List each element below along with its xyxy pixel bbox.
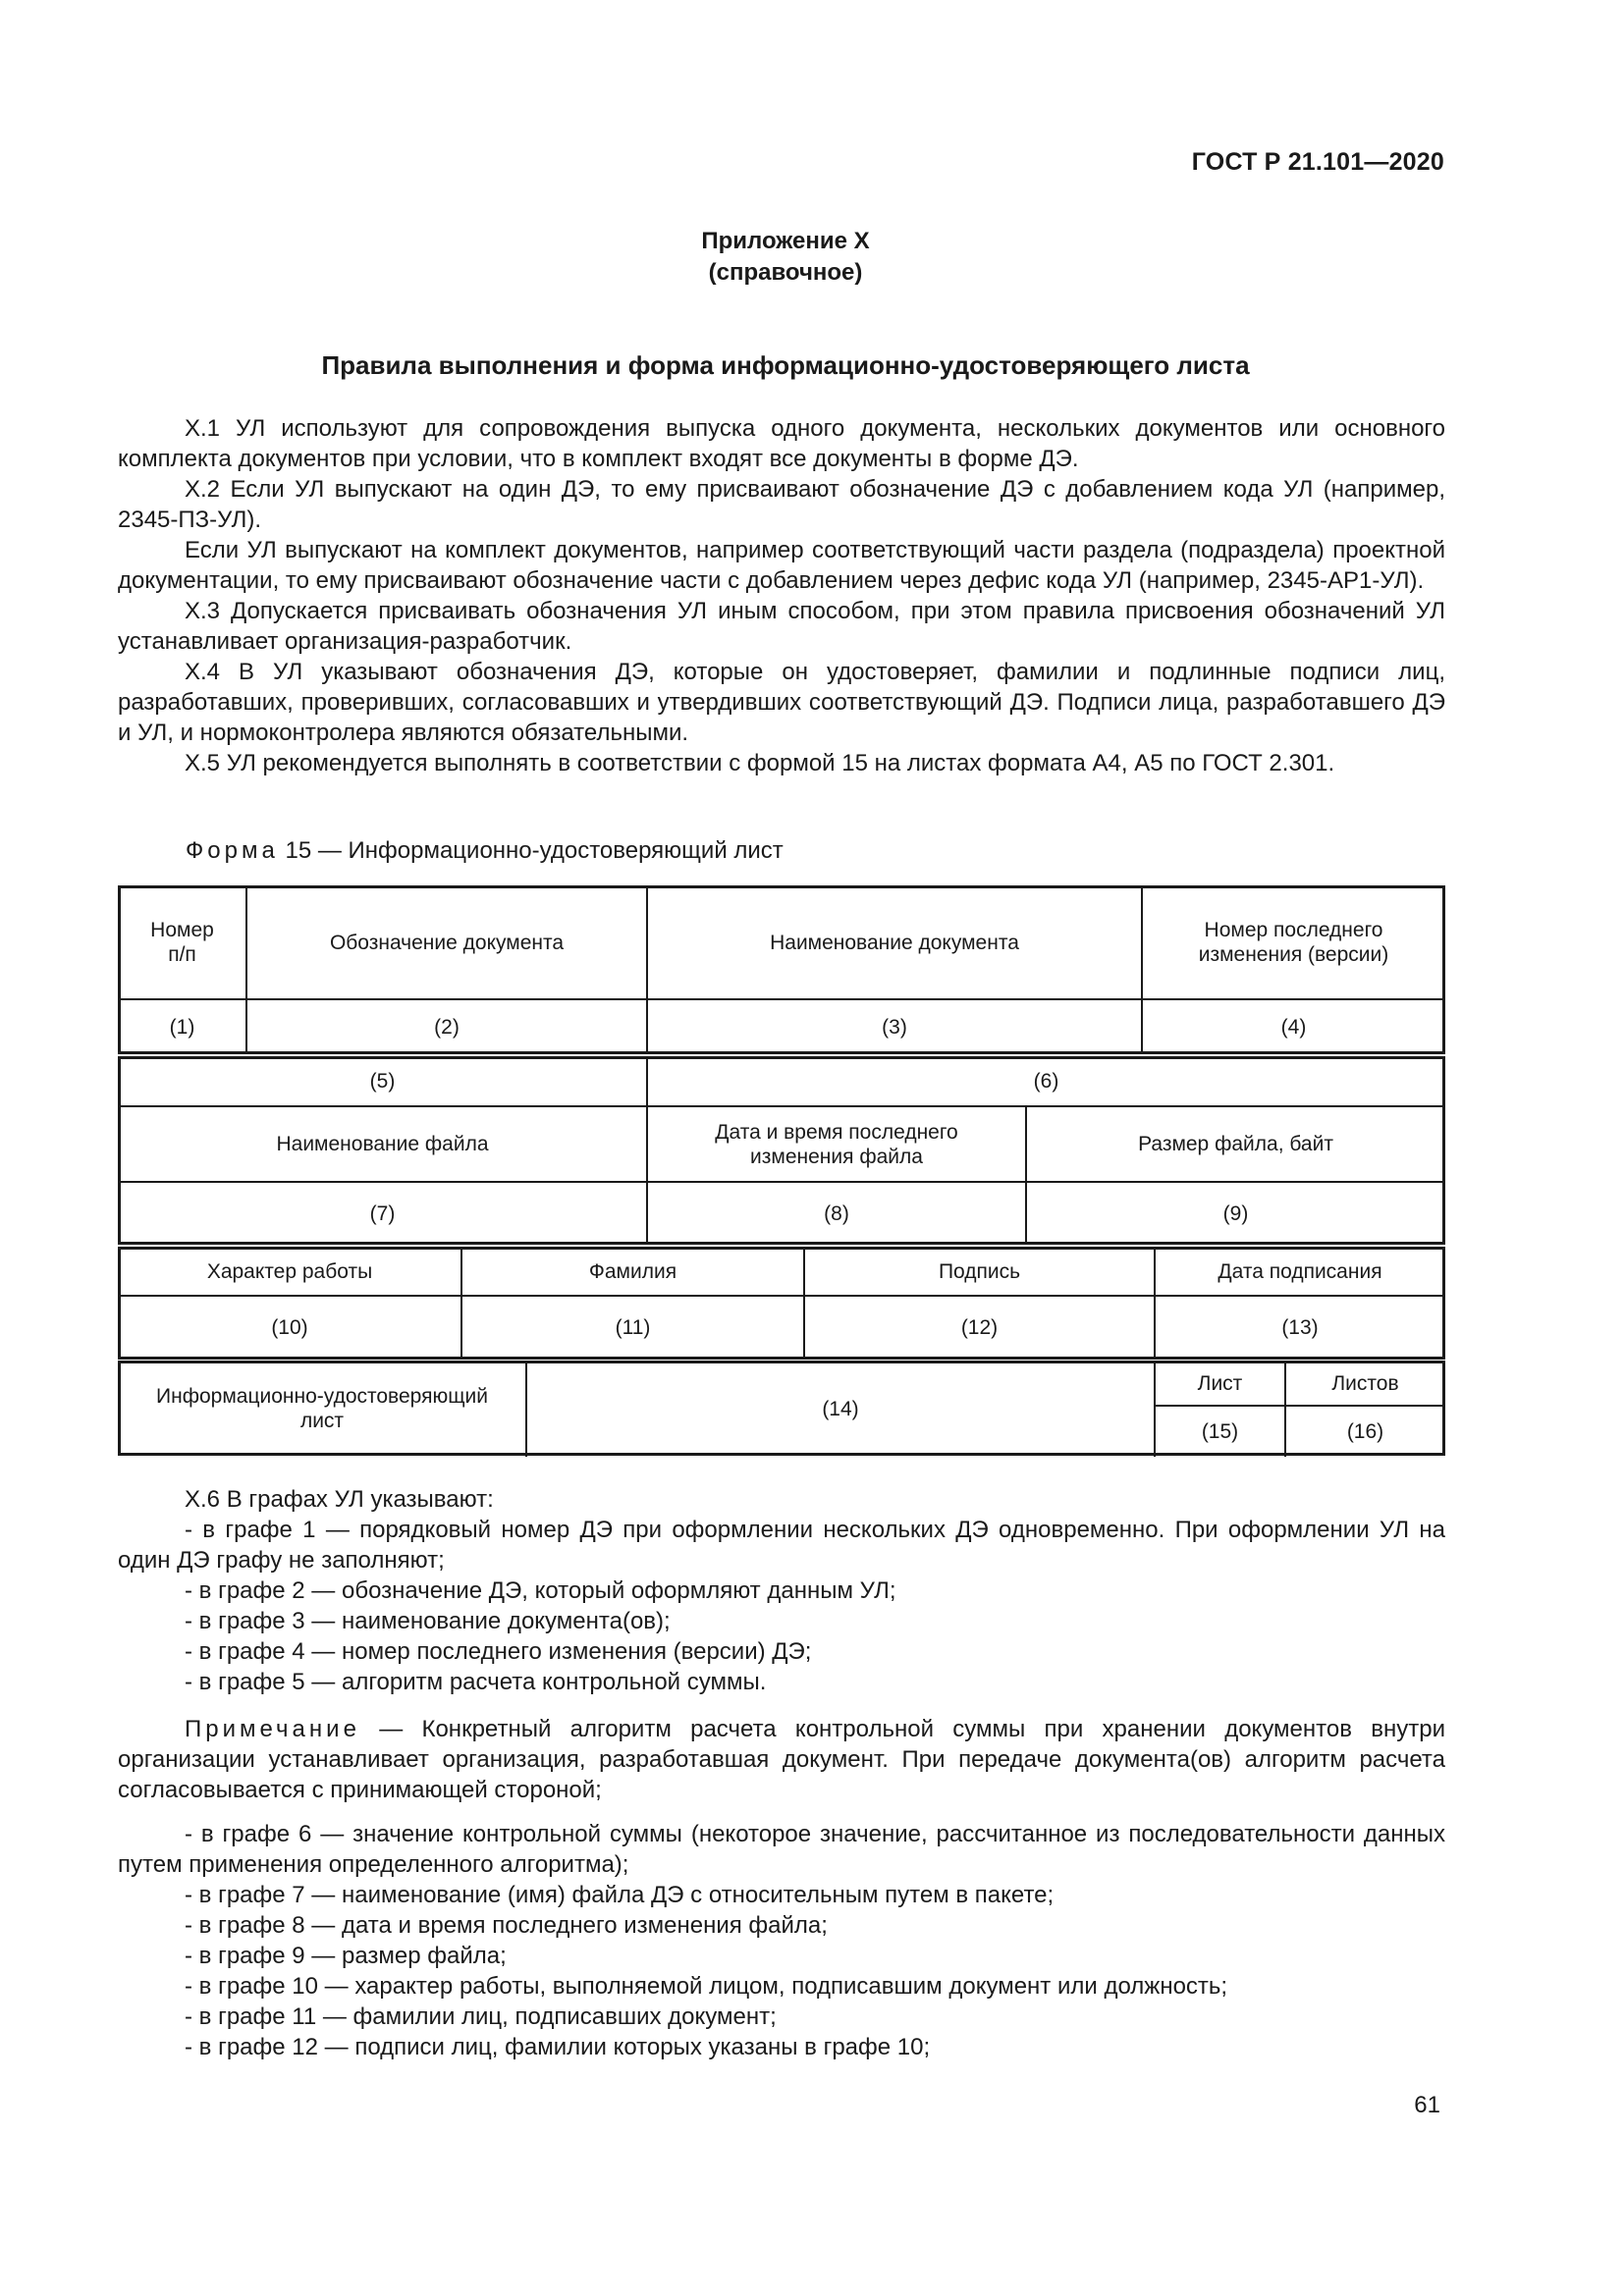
graph-item-9: - в графе 9 — размер файла; <box>185 1943 507 1969</box>
paragraph-x1: Х.1 УЛ используют для сопровождения выпуска одного документа, нескольких документов или основного комплекта документов при условии, что в комплект входят все документы в форме ДЭ. <box>118 415 1445 472</box>
cell-11: (11) <box>615 1316 651 1339</box>
graph-item-1: - в графе 1 — порядковый номер ДЭ при оформлении нескольких ДЭ одновременно. При оформлении УЛ на один ДЭ графу не заполняют; <box>118 1517 1445 1574</box>
header-sign-date: Дата подписания <box>1218 1259 1382 1283</box>
body-text-top <box>118 413 1445 778</box>
cell-8: (8) <box>824 1201 849 1225</box>
paragraph-x2: Х.2 Если УЛ выпускают на один ДЭ, то ему присваивают обозначение ДЭ с добавлением кода УЛ (например, 2345-ПЗ-УЛ). <box>118 476 1445 533</box>
header-info-sheet: Информационно-удостоверяющий лист <box>156 1385 488 1432</box>
header-surname: Фамилия <box>588 1259 677 1283</box>
note-block <box>118 1714 1445 1805</box>
annex-title: Приложение Х <box>701 228 870 254</box>
header-signature: Подпись <box>938 1259 1021 1283</box>
cell-5: (5) <box>369 1070 396 1093</box>
cell-10: (10) <box>271 1316 308 1339</box>
note-paragraph <box>118 1714 1445 1805</box>
graph-item-10: - в графе 10 — характер работы, выполняемой лицом, подписавшим документ или должность; <box>185 1973 1228 2000</box>
form-caption-word: Форма <box>186 837 279 864</box>
graph-item-5: - в графе 5 — алгоритм расчета контрольной суммы. <box>185 1669 767 1695</box>
graph-item-8: - в графе 8 — дата и время последнего изменения файла; <box>185 1912 828 1939</box>
note-text: — Конкретный алгоритм расчета контрольной суммы при хранении документов внутри организации устанавливает организация, разработавшая документ. При передаче документа(ов) алгоритм расчета согласовывается с принимающей стороной; <box>118 1716 1445 1803</box>
cell-7: (7) <box>369 1201 396 1225</box>
paragraph-x4: Х.4 В УЛ указывают обозначения ДЭ, которые он удостоверяет, фамилии и подлинные подписи лиц, разработавших, проверивших, согласовавших и утвердивших соответствующий ДЭ. Подписи лица, разработавшего ДЭ и УЛ, и нормоконтролера являются обязательными. <box>118 659 1445 746</box>
graph-item-4: - в графе 4 — номер последнего изменения (версии) ДЭ; <box>185 1638 812 1665</box>
cell-14: (14) <box>822 1397 859 1420</box>
cell-15: (15) <box>1201 1419 1239 1443</box>
cell-2: (2) <box>434 1015 460 1039</box>
header-file-size: Размер файла, байт <box>1138 1133 1333 1155</box>
form-caption-rest: 15 — Информационно-удостоверяющий лист <box>278 837 784 864</box>
header-sheet: Лист <box>1197 1371 1243 1395</box>
graph-item-11: - в графе 11 — фамилии лиц, подписавших документ; <box>185 2003 777 2030</box>
cell-1: (1) <box>169 1015 195 1039</box>
header-designation: Обозначение документа <box>329 931 565 954</box>
cell-9: (9) <box>1222 1201 1249 1225</box>
graph-item-3: - в графе 3 — наименование документа(ов); <box>185 1608 671 1634</box>
header-file-date: Дата и время последнего изменения файла <box>715 1120 958 1168</box>
graph-item-12: - в графе 12 — подписи лиц, фамилии которых указаны в графе 10; <box>185 2034 931 2060</box>
form-15-table <box>118 885 1445 1457</box>
header-document-name: Наименование документа <box>770 931 1019 954</box>
cell-13: (13) <box>1281 1316 1319 1339</box>
note-label: Примечание <box>185 1716 360 1742</box>
paragraph-x2-cont: Если УЛ выпускают на комплект документов, например соответствующий части раздела (подраздела) проектной документации, то ему присваивают обозначение части с добавлением через дефис кода УЛ (например, 2345-АР1-УЛ). <box>118 537 1445 594</box>
cell-6: (6) <box>1033 1070 1059 1093</box>
header-last-change: Номер последнего изменения (версии) <box>1198 919 1389 966</box>
graph-item-2: - в графе 2 — обозначение ДЭ, который оформляют данным УЛ; <box>185 1577 896 1604</box>
page-number: 61 <box>1414 2092 1440 2118</box>
graph-item-6: - в графе 6 — значение контрольной суммы (некоторое значение, рассчитанное из последовательности данных путем применения определенного алгоритма); <box>118 1821 1445 1878</box>
annex-kind: (справочное) <box>708 259 863 286</box>
annex-heading: Правила выполнения и форма информационно-удостоверяющего листа <box>321 350 1250 380</box>
standard-designation: ГОСТ Р 21.101—2020 <box>1191 148 1444 176</box>
cell-16: (16) <box>1346 1419 1384 1443</box>
header-work-type: Характер работы <box>206 1259 373 1283</box>
cell-12: (12) <box>960 1316 999 1339</box>
header-file-name: Наименование файла <box>276 1133 489 1155</box>
paragraph-x5: Х.5 УЛ рекомендуется выполнять в соответствии с формой 15 на листах формата А4, А5 по ГОСТ 2.301. <box>185 750 1335 776</box>
header-number: Номер п/п <box>150 919 214 966</box>
header-sheets: Листов <box>1331 1371 1399 1395</box>
cell-4: (4) <box>1280 1015 1307 1039</box>
graphs-list-a <box>118 1484 1445 1697</box>
graph-item-7: - в графе 7 — наименование (имя) файла ДЭ с относительным путем в пакете; <box>185 1882 1055 1908</box>
graphs-list-b <box>118 1819 1445 2062</box>
graphs-intro: Х.6 В графах УЛ указывают: <box>185 1486 494 1513</box>
cell-3: (3) <box>882 1015 907 1039</box>
form-caption <box>186 837 784 865</box>
paragraph-x3: Х.3 Допускается присваивать обозначения УЛ иным способом, при этом правила присвоения обозначений УЛ устанавливает организация-разработчик. <box>118 598 1445 655</box>
